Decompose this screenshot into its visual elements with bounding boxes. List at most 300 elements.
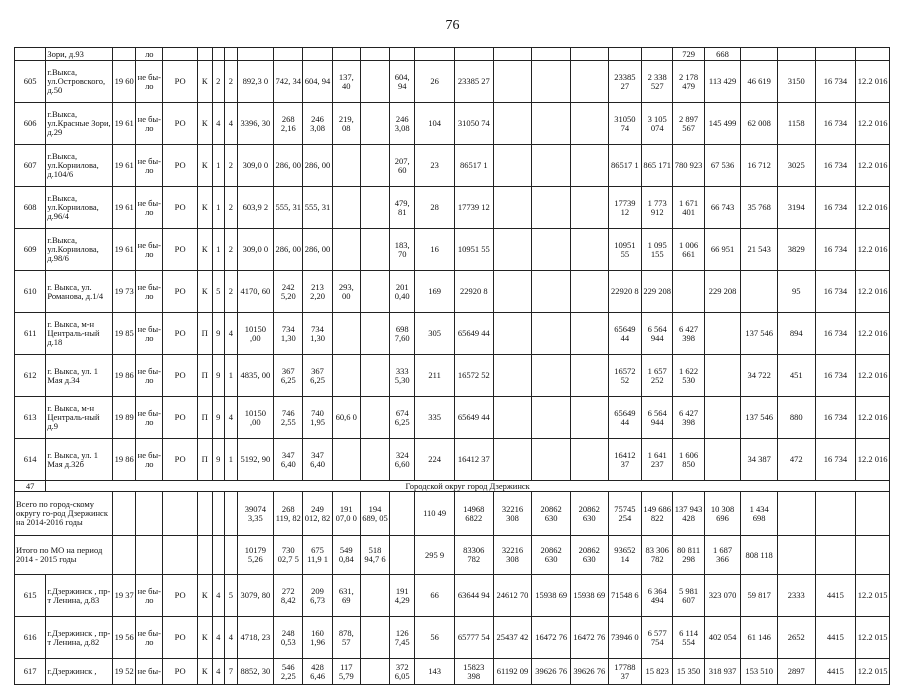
table-cell: К — [197, 103, 212, 145]
table-cell: 1 — [212, 229, 225, 271]
table-cell — [570, 48, 608, 61]
total-label: Всего по город-скому округу го-род Дзержинск на 2014-2016 годы — [15, 492, 113, 536]
table-cell: К — [197, 145, 212, 187]
address-cell: г. Выкса, ул. 1 Мая д.34 — [46, 355, 113, 397]
table-cell: К — [197, 61, 212, 103]
table-cell: не бы-ло — [136, 229, 163, 271]
table-cell: 1 687 366 — [704, 536, 741, 575]
table-cell — [332, 313, 360, 355]
table-cell — [197, 492, 212, 536]
table-cell: 6 564 944 — [642, 397, 673, 439]
table-cell: 1 006 661 — [673, 229, 704, 271]
table-cell: 892,3 0 — [237, 61, 274, 103]
table-cell — [532, 397, 571, 439]
table-cell: 367 6,25 — [274, 355, 303, 397]
table-cell: 1 622 530 — [673, 355, 704, 397]
table-cell: 191 4,29 — [390, 575, 415, 617]
table-cell: 246 3,08 — [390, 103, 415, 145]
table-cell: 4835, 00 — [237, 355, 274, 397]
table-cell — [212, 48, 225, 61]
table-cell: 10951 55 — [454, 229, 493, 271]
table-cell: 93652 14 — [608, 536, 641, 575]
table-cell: 83 306 782 — [642, 536, 673, 575]
table-cell: 16412 37 — [454, 439, 493, 481]
table-cell: 286, 00 — [274, 229, 303, 271]
table-cell: 1 — [212, 187, 225, 229]
table-cell: 65777 54 — [454, 617, 493, 659]
table-cell: 10179 5,26 — [237, 536, 274, 575]
table-cell: 286, 00 — [303, 145, 332, 187]
table-cell: 19 52 — [113, 659, 136, 685]
table-cell — [237, 48, 274, 61]
table-cell — [360, 48, 389, 61]
table-cell — [570, 61, 608, 103]
table-cell: 17788 37 — [608, 659, 641, 685]
table-cell — [570, 439, 608, 481]
table-cell: 347 6,40 — [274, 439, 303, 481]
table-cell: 62 008 — [741, 103, 778, 145]
empty-cell — [360, 575, 389, 617]
table-cell: 65649 44 — [608, 313, 641, 355]
address-cell: г.Дзержинск , пр-т Ленина, д.82 — [46, 617, 113, 659]
table-cell: 12.2 016 — [856, 397, 890, 439]
table-cell: 12.2 016 — [856, 229, 890, 271]
okrug-title: Городской округ город Дзержинск — [46, 481, 890, 492]
table-cell: 71548 6 — [608, 575, 641, 617]
table-cell — [225, 48, 238, 61]
table-cell: 878, 57 — [332, 617, 360, 659]
table-cell: 169 — [415, 271, 455, 313]
table-cell: РО — [163, 61, 197, 103]
table-cell: 4 — [225, 397, 238, 439]
table-cell — [532, 313, 571, 355]
table-cell: 9 — [212, 397, 225, 439]
address-cell: г. Выкса, ул. Романова, д.1/4 — [46, 271, 113, 313]
table-cell: 211 — [415, 355, 455, 397]
table-cell: 472 — [777, 439, 815, 481]
table-cell: не бы-ло — [136, 103, 163, 145]
table-row — [15, 481, 890, 492]
table-cell — [532, 229, 571, 271]
table-row — [15, 536, 890, 575]
table-cell: РО — [163, 229, 197, 271]
table-cell — [163, 48, 197, 61]
table-cell: 31050 74 — [608, 103, 641, 145]
table-cell: 10951 55 — [608, 229, 641, 271]
table-cell — [815, 536, 856, 575]
table-cell: 6 564 944 — [642, 313, 673, 355]
table-cell: 3 105 074 — [642, 103, 673, 145]
address-cell: г. Выкса, м-н Централь-ный д.18 — [46, 313, 113, 355]
table-cell — [274, 48, 303, 61]
table-row — [15, 271, 890, 313]
table-cell: 12.2 016 — [856, 145, 890, 187]
table-cell: 293, 00 — [332, 271, 360, 313]
table-cell — [332, 187, 360, 229]
table-cell: 16 734 — [815, 355, 856, 397]
table-cell: 3396, 30 — [237, 103, 274, 145]
table-cell: ло — [136, 48, 163, 61]
table-cell: 1 — [212, 145, 225, 187]
table-cell: П — [197, 397, 212, 439]
table-cell — [225, 536, 238, 575]
row-number: 609 — [15, 229, 46, 271]
table-cell: 248 0,53 — [274, 617, 303, 659]
table-cell: 12.2 016 — [856, 439, 890, 481]
address-cell: Зори, д.93 — [46, 48, 113, 61]
table-row — [15, 61, 890, 103]
table-cell: 66 — [415, 575, 455, 617]
table-cell: 12.2 016 — [856, 187, 890, 229]
table-cell: 10150 ,00 — [237, 313, 274, 355]
table-cell: 20862 630 — [570, 536, 608, 575]
table-cell — [570, 145, 608, 187]
table-cell: 16472 76 — [570, 617, 608, 659]
table-cell — [777, 48, 815, 61]
table-cell: 324 6,60 — [390, 439, 415, 481]
table-cell: 1 434 698 — [741, 492, 778, 536]
table-cell: 780 923 — [673, 145, 704, 187]
table-cell: 9 — [212, 439, 225, 481]
table-cell: 19 37 — [113, 575, 136, 617]
table-cell: 16 712 — [741, 145, 778, 187]
table-cell: 2 178 479 — [673, 61, 704, 103]
table-cell — [532, 271, 571, 313]
table-cell: 309,0 0 — [237, 145, 274, 187]
table-cell: 2897 — [777, 659, 815, 685]
table-cell: 35 768 — [741, 187, 778, 229]
table-cell: 242 5,20 — [274, 271, 303, 313]
table-cell: 2 — [225, 271, 238, 313]
table-cell: 31050 74 — [454, 103, 493, 145]
table-cell: 34 387 — [741, 439, 778, 481]
table-cell: К — [197, 617, 212, 659]
table-cell — [163, 536, 197, 575]
table-cell — [163, 492, 197, 536]
table-cell: 16412 37 — [608, 439, 641, 481]
table-cell: 113 429 — [704, 61, 741, 103]
table-cell: 808 118 — [741, 536, 778, 575]
table-cell: 4 — [212, 617, 225, 659]
table-cell: 73946 0 — [608, 617, 641, 659]
table-cell: 367 6,25 — [303, 355, 332, 397]
table-cell: 2 — [225, 187, 238, 229]
table-cell: 603,9 2 — [237, 187, 274, 229]
table-cell — [493, 48, 532, 61]
table-cell: 23385 27 — [454, 61, 493, 103]
table-cell: П — [197, 313, 212, 355]
table-cell: 318 937 — [704, 659, 741, 685]
table-cell: 372 6,05 — [390, 659, 415, 685]
table-cell — [704, 355, 741, 397]
table-cell: не бы-ло — [136, 271, 163, 313]
table-cell — [493, 439, 532, 481]
table-cell: 2 338 527 — [642, 61, 673, 103]
table-cell — [856, 536, 890, 575]
table-cell: 16 734 — [815, 229, 856, 271]
table-cell: 1 773 912 — [642, 187, 673, 229]
table-cell — [390, 536, 415, 575]
table-cell: 4415 — [815, 659, 856, 685]
table-cell: РО — [163, 397, 197, 439]
table-cell: 604, 94 — [390, 61, 415, 103]
table-cell: 1 671 401 — [673, 187, 704, 229]
table-cell: 12.2 015 — [856, 659, 890, 685]
table-cell: 75745 254 — [608, 492, 641, 536]
table-cell — [532, 48, 571, 61]
table-cell: 83306 782 — [454, 536, 493, 575]
table-cell: РО — [163, 355, 197, 397]
table-cell: 63644 94 — [454, 575, 493, 617]
table-cell — [493, 229, 532, 271]
row-number: 613 — [15, 397, 46, 439]
table-cell: 19 61 — [113, 103, 136, 145]
table-cell: 65649 44 — [608, 397, 641, 439]
table-cell: 16572 52 — [454, 355, 493, 397]
table-cell: 249 012, 82 — [303, 492, 332, 536]
table-cell: 12.2 015 — [856, 575, 890, 617]
table-cell: 12.2 016 — [856, 355, 890, 397]
table-cell: 16572 52 — [608, 355, 641, 397]
table-cell: 137 546 — [741, 397, 778, 439]
table-cell: не бы-ло — [136, 439, 163, 481]
table-cell: 333 5,30 — [390, 355, 415, 397]
table-cell: 746 2,55 — [274, 397, 303, 439]
table-cell: 549 0,84 — [332, 536, 360, 575]
table-cell — [532, 187, 571, 229]
table-cell: 6 427 398 — [673, 397, 704, 439]
address-cell: г. Выкса, ул. 1 Мая д.32б — [46, 439, 113, 481]
table-cell: 229 208 — [642, 271, 673, 313]
table-cell: 1 606 850 — [673, 439, 704, 481]
table-cell: 14968 6822 — [454, 492, 493, 536]
table-cell: РО — [163, 439, 197, 481]
table-cell: 2 — [225, 61, 238, 103]
table-cell — [197, 48, 212, 61]
table-cell: 21 543 — [741, 229, 778, 271]
table-cell — [642, 48, 673, 61]
table-cell: 335 — [415, 397, 455, 439]
table-cell — [113, 536, 136, 575]
table-cell: 880 — [777, 397, 815, 439]
table-cell — [532, 439, 571, 481]
table-cell: 5 — [225, 575, 238, 617]
table-cell: 39074 3,35 — [237, 492, 274, 536]
table-cell: 153 510 — [741, 659, 778, 685]
table-cell: 402 054 — [704, 617, 741, 659]
table-cell: не бы-ло — [136, 575, 163, 617]
empty-cell — [360, 229, 389, 271]
table-cell: 1 641 237 — [642, 439, 673, 481]
table-cell: РО — [163, 313, 197, 355]
table-cell: П — [197, 439, 212, 481]
table-cell — [815, 48, 856, 61]
table-cell: 729 — [673, 48, 704, 61]
table-cell — [493, 61, 532, 103]
table-cell — [741, 48, 778, 61]
table-cell: 66 951 — [704, 229, 741, 271]
table-cell: 9 — [212, 313, 225, 355]
table-cell — [493, 145, 532, 187]
table-cell: 19 61 — [113, 187, 136, 229]
page-number: 76 — [445, 18, 460, 33]
row-number: 606 — [15, 103, 46, 145]
table-cell: 2 — [225, 229, 238, 271]
table-cell: 4415 — [815, 575, 856, 617]
empty-cell — [360, 187, 389, 229]
table-cell: 19 61 — [113, 229, 136, 271]
table-row — [15, 492, 890, 536]
table-cell — [673, 271, 704, 313]
table-cell: не бы-ло — [136, 397, 163, 439]
table-cell: 209 6,73 — [303, 575, 332, 617]
table-cell: 5 — [212, 271, 225, 313]
table-row — [15, 659, 890, 685]
table-cell: 15938 69 — [570, 575, 608, 617]
table-cell — [390, 492, 415, 536]
address-cell: г.Дзержинск , пр-т Ленина, д.83 — [46, 575, 113, 617]
table-cell: 347 6,40 — [303, 439, 332, 481]
table-row — [15, 229, 890, 271]
table-cell: 604, 94 — [303, 61, 332, 103]
table-row — [15, 103, 890, 145]
table-cell: 137 546 — [741, 313, 778, 355]
table-cell — [493, 397, 532, 439]
table-cell: 219, 08 — [332, 103, 360, 145]
row-number: 617 — [15, 659, 46, 685]
row-number: 615 — [15, 575, 46, 617]
table-cell: 2652 — [777, 617, 815, 659]
table-cell: 60,6 0 — [332, 397, 360, 439]
okrug-number: 47 — [15, 481, 46, 492]
table-cell: 104 — [415, 103, 455, 145]
table-cell: 16 734 — [815, 397, 856, 439]
table-cell: 143 — [415, 659, 455, 685]
table-cell: 428 6,46 — [303, 659, 332, 685]
table-cell: 740 1,95 — [303, 397, 332, 439]
table-cell: 4 — [225, 103, 238, 145]
table-cell: РО — [163, 271, 197, 313]
table-row — [15, 575, 890, 617]
table-row — [15, 187, 890, 229]
table-cell: 1 095 155 — [642, 229, 673, 271]
table-row — [15, 48, 890, 61]
table-cell: 1 — [225, 439, 238, 481]
table-cell: 5192, 90 — [237, 439, 274, 481]
table-cell: 32216 308 — [493, 492, 532, 536]
table-cell: 865 171 — [642, 145, 673, 187]
table-cell: 518 94,7 6 — [360, 536, 389, 575]
table-row — [15, 617, 890, 659]
table-cell: 25437 42 — [493, 617, 532, 659]
table-cell: П — [197, 355, 212, 397]
table-cell: К — [197, 229, 212, 271]
table-cell: 742, 34 — [274, 61, 303, 103]
table-cell — [136, 536, 163, 575]
table-cell: 46 619 — [741, 61, 778, 103]
table-cell: 12.2 015 — [856, 617, 890, 659]
empty-cell — [360, 659, 389, 685]
table-cell: 17739 12 — [608, 187, 641, 229]
table-cell: РО — [163, 187, 197, 229]
table-cell — [704, 313, 741, 355]
table-cell: 6 364 494 — [642, 575, 673, 617]
table-cell — [212, 492, 225, 536]
table-cell: К — [197, 659, 212, 685]
table-cell: 323 070 — [704, 575, 741, 617]
address-cell: г.Выкса, ул.Корнилова, д.104/6 — [46, 145, 113, 187]
table-cell: 26 — [415, 61, 455, 103]
table-cell — [15, 48, 46, 61]
table-cell — [815, 492, 856, 536]
table-cell: 56 — [415, 617, 455, 659]
table-cell: 28 — [415, 187, 455, 229]
empty-cell — [360, 271, 389, 313]
address-cell: г.Выкса, ул.Корнилова, д.98/6 — [46, 229, 113, 271]
table-cell: 86517 1 — [454, 145, 493, 187]
table-cell — [332, 145, 360, 187]
table-cell — [704, 397, 741, 439]
table-cell: 12.2 016 — [856, 271, 890, 313]
table-cell: 213 2,20 — [303, 271, 332, 313]
table-cell: 19 73 — [113, 271, 136, 313]
row-number: 614 — [15, 439, 46, 481]
table-cell: 15823 398 — [454, 659, 493, 685]
table-cell — [532, 61, 571, 103]
table-cell: 4 — [225, 617, 238, 659]
table-cell — [225, 492, 238, 536]
table-cell: не бы-ло — [136, 617, 163, 659]
table-cell — [570, 397, 608, 439]
table-cell — [113, 492, 136, 536]
table-cell: 16 734 — [815, 103, 856, 145]
table-cell — [570, 229, 608, 271]
table-cell: 16 734 — [815, 187, 856, 229]
table-cell — [493, 355, 532, 397]
table-cell — [493, 187, 532, 229]
table-cell — [704, 439, 741, 481]
table-cell: 7 — [225, 659, 238, 685]
table-cell: 2 897 567 — [673, 103, 704, 145]
table-cell: 16 734 — [815, 145, 856, 187]
table-cell: 145 499 — [704, 103, 741, 145]
table-cell: 10150 ,00 — [237, 397, 274, 439]
table-cell: 20862 630 — [532, 492, 571, 536]
address-cell: г.Выкса, ул.Красные Зори, д.29 — [46, 103, 113, 145]
table-cell: 6 577 754 — [642, 617, 673, 659]
table-cell: 305 — [415, 313, 455, 355]
table-cell: 4170, 60 — [237, 271, 274, 313]
table-cell: 3150 — [777, 61, 815, 103]
table-cell: 12.2 016 — [856, 313, 890, 355]
table-cell: 39626 76 — [570, 659, 608, 685]
table-cell: не бы-ло — [136, 313, 163, 355]
table-cell: К — [197, 187, 212, 229]
table-cell: 110 49 — [415, 492, 455, 536]
total-label: Итого по МО на период 2014 - 2015 годы — [15, 536, 113, 575]
table-cell: 15 823 — [642, 659, 673, 685]
table-cell: 229 208 — [704, 271, 741, 313]
table-cell: РО — [163, 103, 197, 145]
table-cell: 3025 — [777, 145, 815, 187]
table-cell: 126 7,45 — [390, 617, 415, 659]
table-cell: 137, 40 — [332, 61, 360, 103]
table-cell: 23 — [415, 145, 455, 187]
table-cell: 9 — [212, 355, 225, 397]
table-cell: 4 — [212, 659, 225, 685]
table-cell: 61192 09 — [493, 659, 532, 685]
table-cell: 20862 630 — [570, 492, 608, 536]
